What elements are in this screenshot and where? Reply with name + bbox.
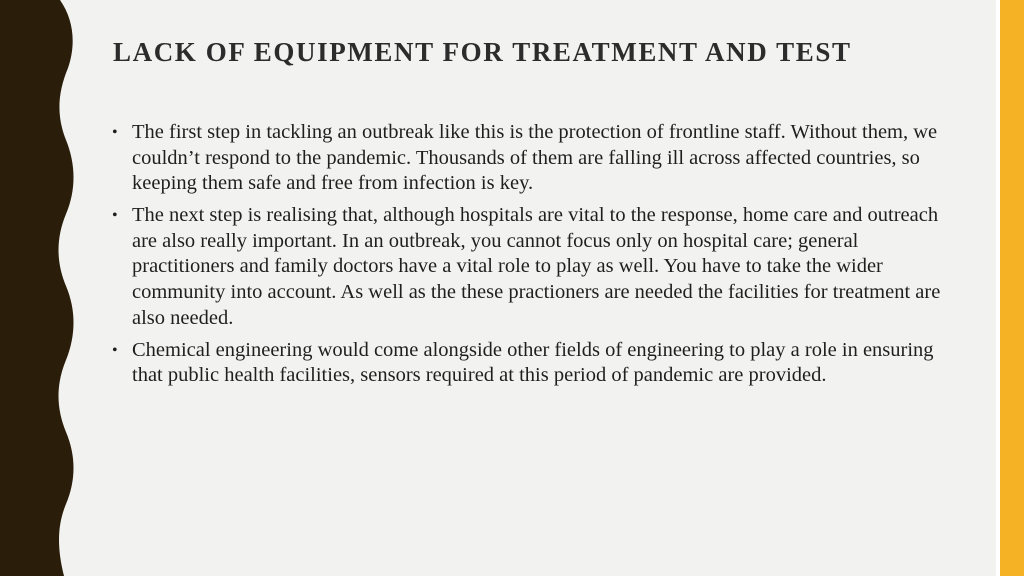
slide-title: LACK OF EQUIPMENT FOR TREATMENT AND TEST xyxy=(113,37,852,67)
accent-bar xyxy=(1000,0,1024,576)
wavy-left-border xyxy=(0,0,80,576)
bullet-item xyxy=(112,203,962,331)
bullet-item xyxy=(112,338,962,389)
bullet-text: Chemical engineering would come alongside other fields of engineering to play a role in ensuring that public health facilities, sensors required at this period of pandemic are provided. xyxy=(132,338,934,387)
bullet-text: The first step in tackling an outbreak like this is the protection of frontline staff. Without them, we couldn’t respond to the pandemic. Thousands of them are falling ill across affected countries, so keeping them safe and free from infection is key. xyxy=(132,121,938,195)
bullet-dot-icon: • xyxy=(112,124,118,141)
bullet-text: The next step is realising that, although hospitals are vital to the response, home care and outreach are also really important. In an outbreak, you cannot focus only on hospital care; general practitioners and family doctors have a vital role to play as well. You have to take the wider community into account. As well as the these practioners are needed the facilities for treatment are also needed. xyxy=(132,204,941,329)
bullet-dot-icon: • xyxy=(112,341,118,359)
wavy-border-shape xyxy=(0,0,74,576)
bullet-dot-icon: • xyxy=(112,207,118,225)
bullet-item xyxy=(112,120,962,197)
bullet-list xyxy=(112,120,962,395)
